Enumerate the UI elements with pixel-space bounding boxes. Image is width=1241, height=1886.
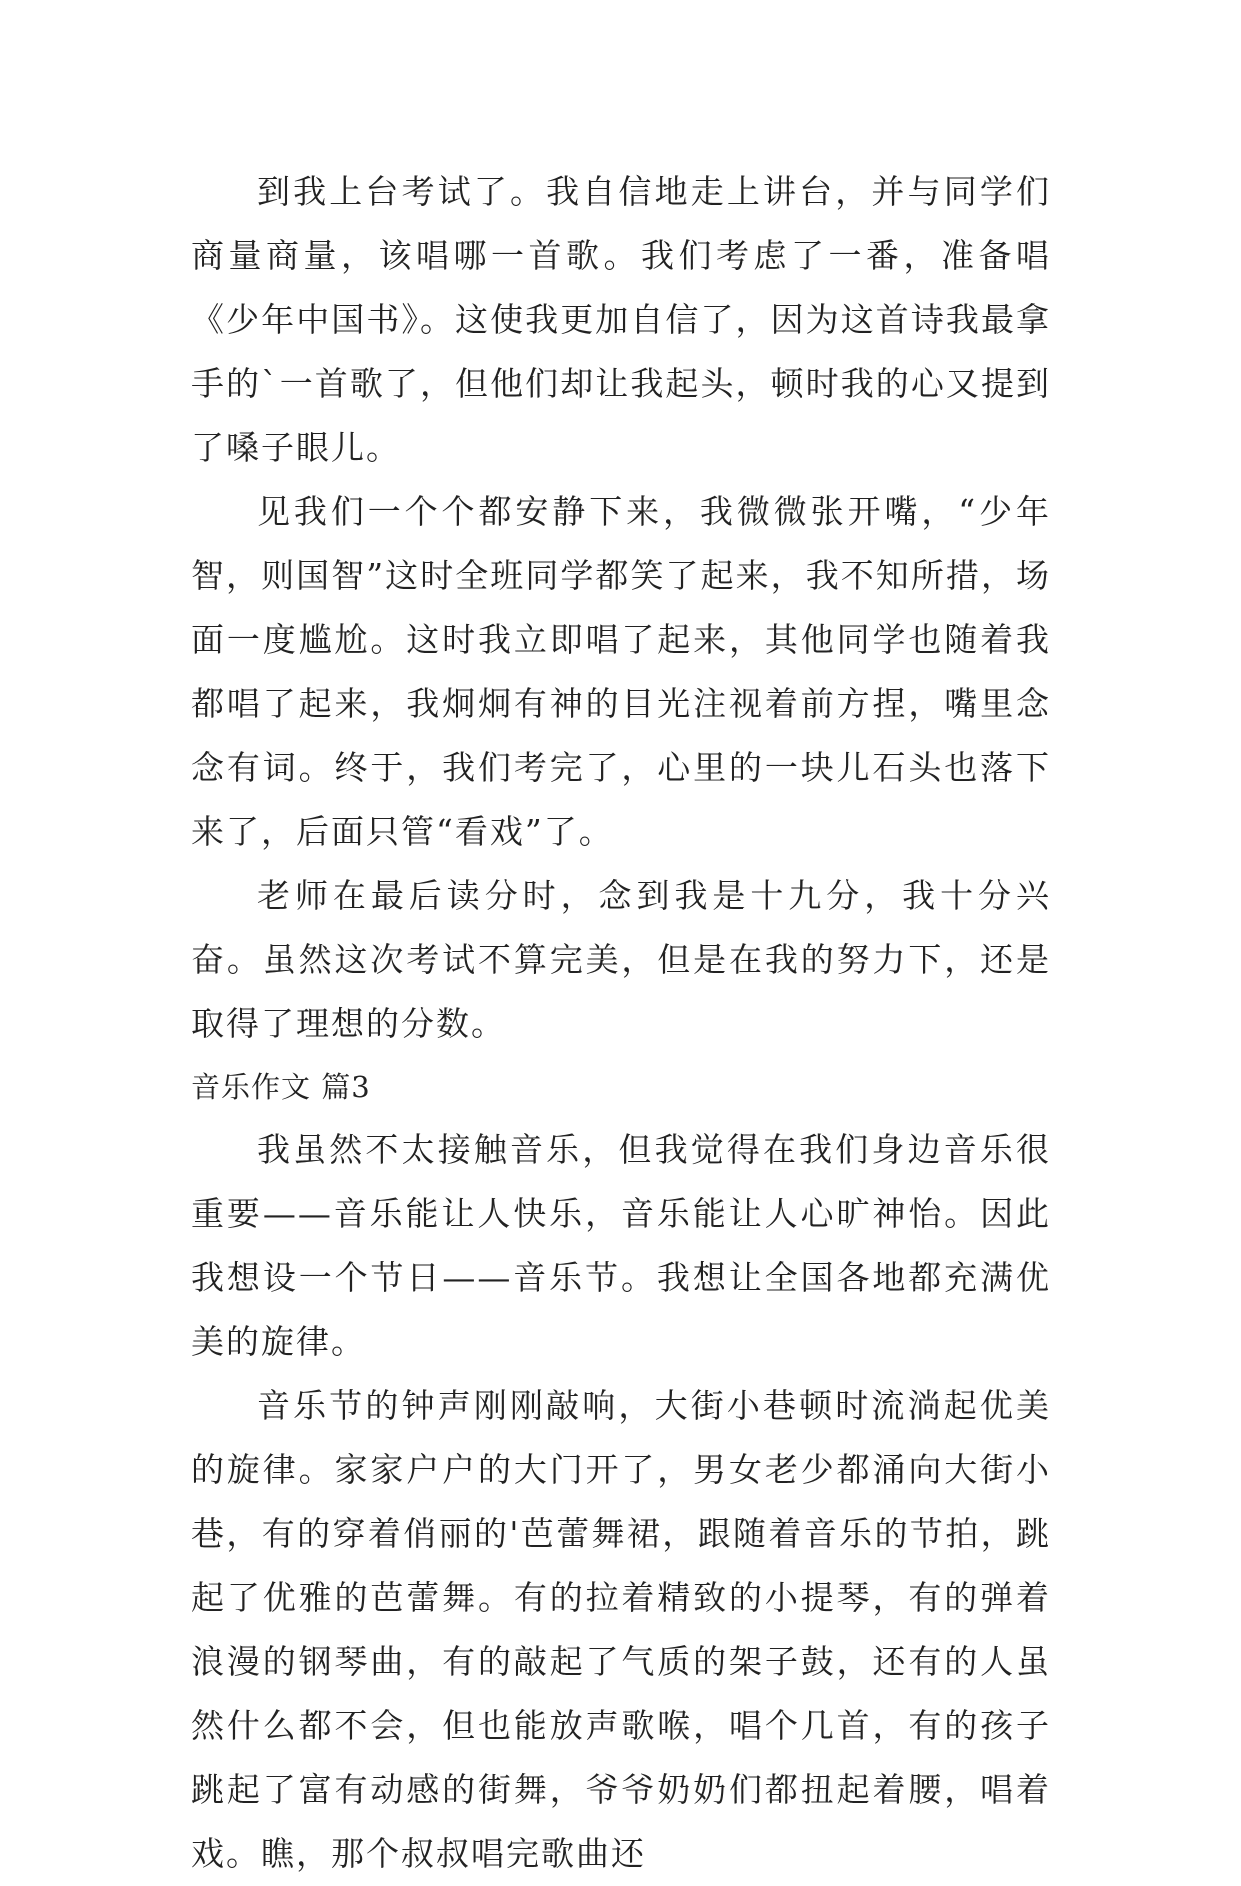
section-heading: 音乐作文 篇3	[191, 1070, 371, 1104]
paragraph-2: 见我们一个个都安静下来，我微微张开嘴，“少年智，则国智”这时全班同学都笑了起来，我不知所措，场面一度尴尬。这时我立即唱了起来，其他同学也随着我都唱了起来，我炯炯有神的目光注视着前方捏，嘴里念念有词。终于，我们考完了，心里的一块儿石头也落下来了，后面只管“看戏”了。	[191, 492, 1051, 851]
paragraph-3: 老师在最后读分时，念到我是十九分，我十分兴奋。虽然这次考试不算完美，但是在我的努力下，还是取得了理想的分数。	[191, 876, 1051, 1043]
document-page	[191, 160, 1051, 1886]
paragraph-5: 音乐节的钟声刚刚敲响，大街小巷顿时流淌起优美的旋律。家家户户的大门开了，男女老少都涌向大街小巷，有的穿着俏丽的'芭蕾舞裙，跟随着音乐的节拍，跳起了优雅的芭蕾舞。有的拉着精致的小提琴，有的弹着浪漫的钢琴曲，有的敲起了气质的架子鼓，还有的人虽然什么都不会，但也能放声歌喉，唱个几首，有的孩子跳起了富有动感的街舞，爷爷奶奶们都扭起着腰，唱着戏。瞧，那个叔叔唱完歌曲还	[191, 1386, 1051, 1873]
paragraph-1: 到我上台考试了。我自信地走上讲台，并与同学们商量商量，该唱哪一首歌。我们考虑了一番，准备唱《少年中国书》。这使我更加自信了，因为这首诗我最拿手的`一首歌了，但他们却让我起头，顿时我的心又提到了嗓子眼儿。	[191, 172, 1051, 467]
paragraph-4: 我虽然不太接触音乐，但我觉得在我们身边音乐很重要——音乐能让人快乐，音乐能让人心旷神怡。因此我想设一个节日——音乐节。我想让全国各地都充满优美的旋律。	[191, 1130, 1051, 1361]
